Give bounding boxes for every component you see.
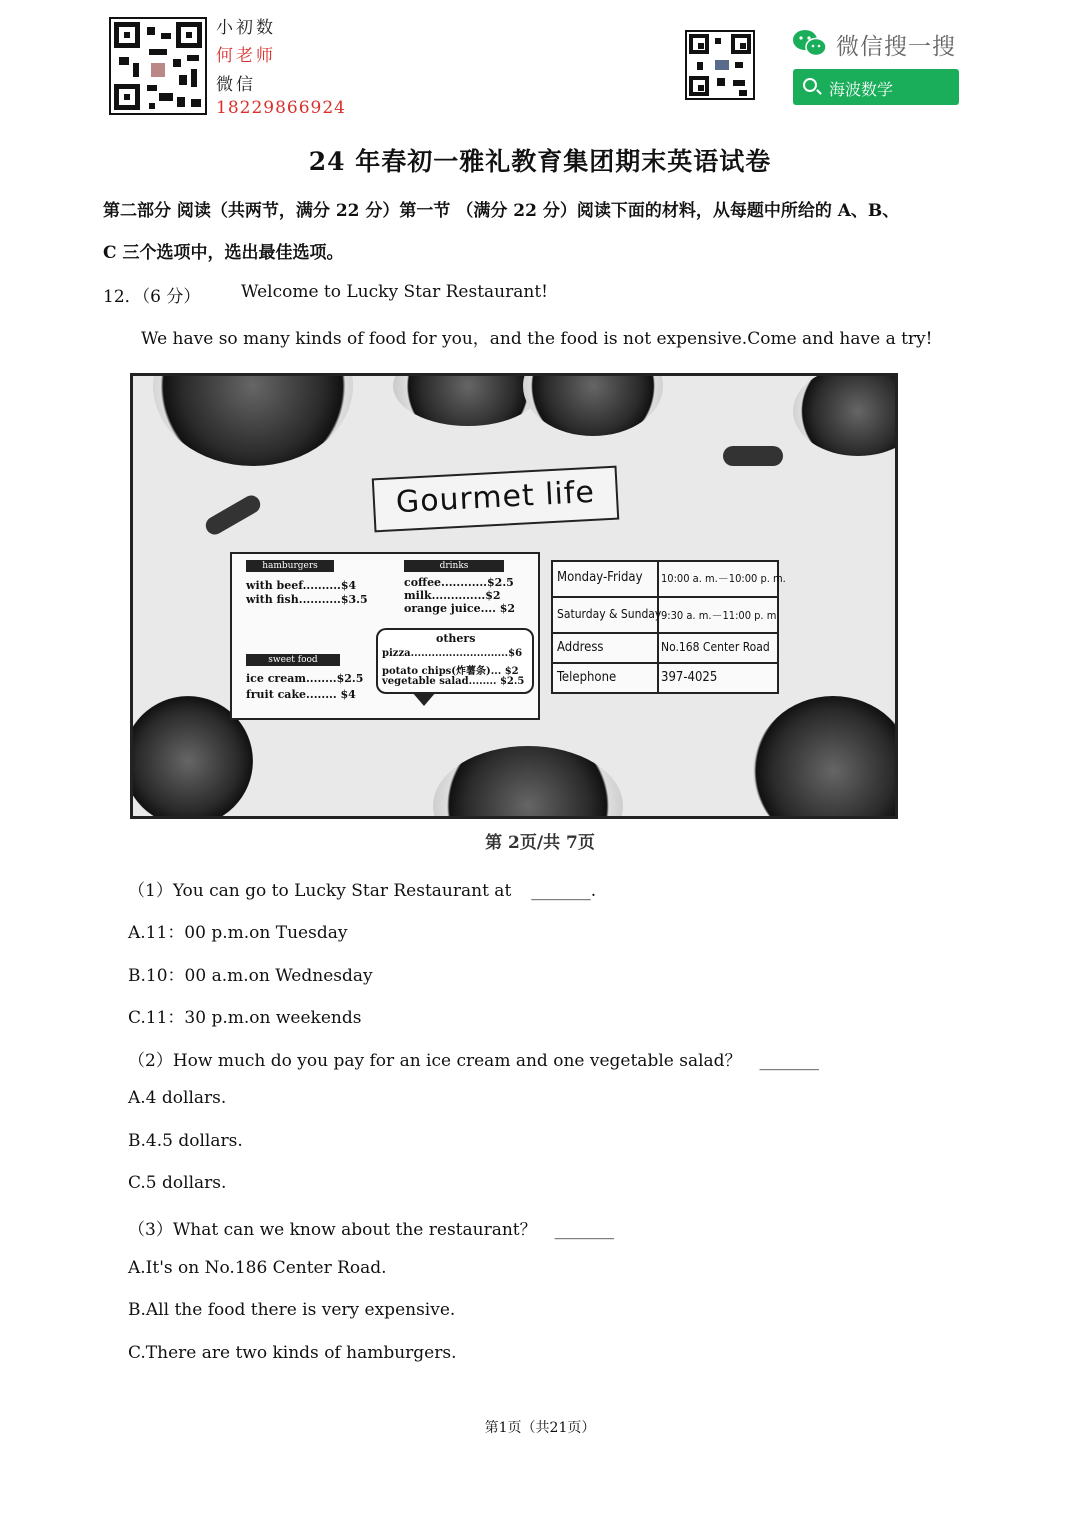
menu-heading: others xyxy=(436,632,476,645)
menu-heading: hamburgers xyxy=(246,560,334,572)
contact-line: 微信 xyxy=(216,75,256,95)
menu-item: with beef..........$4 xyxy=(246,579,357,592)
table-value: 9:30 a. m.－11:00 p. m. xyxy=(661,609,780,622)
question-intro: We have so many kinds of food for you，and the food is not expensive.Come and have a try! xyxy=(141,329,933,349)
food-plate-image xyxy=(433,746,623,819)
subquestion-text: （3）What can we know about the restaurant？ xyxy=(128,1220,537,1240)
contact-line: 小初数 xyxy=(216,18,276,38)
subquestion-stem xyxy=(128,1046,819,1071)
subquestion-stem xyxy=(128,876,596,901)
contact-qr-code xyxy=(109,17,207,115)
food-plate-image xyxy=(203,492,264,538)
menu-item: orange juice.... $2 xyxy=(404,602,516,615)
restaurant-menu-image xyxy=(130,373,898,819)
subquestion-text: （1）You can go to Lucky Star Restaurant at xyxy=(128,881,512,901)
table-value: 10:00 a. m.－10:00 p. m. xyxy=(661,572,786,585)
answer-blank[interactable]: _______ xyxy=(554,1220,615,1240)
wechat-search-text: 微信搜一搜 xyxy=(836,34,956,60)
menu-item: with fish...........$3.5 xyxy=(246,593,368,606)
search-icon xyxy=(803,78,817,92)
table-divider xyxy=(553,596,777,598)
food-plate-image xyxy=(523,373,663,436)
menu-item: ice cream........$2.5 xyxy=(246,672,364,685)
menu-item: vegetable salad........ $2.5 xyxy=(382,676,525,687)
table-value: No.168 Center Road xyxy=(661,640,770,654)
answer-option[interactable]: C.5 dollars. xyxy=(128,1173,227,1193)
food-plate-image xyxy=(393,373,543,426)
banner-text: Gourmet life xyxy=(395,474,596,521)
table-divider xyxy=(657,562,659,692)
table-divider xyxy=(553,662,777,664)
menu-heading: sweet food xyxy=(246,654,340,666)
table-divider xyxy=(553,632,777,634)
food-plate-image xyxy=(753,696,898,819)
answer-blank[interactable]: _______ xyxy=(759,1051,820,1071)
section-instructions-continued: C 三个选项中，选出最佳选项。 xyxy=(103,243,344,263)
answer-option[interactable]: A.It's on No.186 Center Road. xyxy=(128,1258,387,1278)
table-label: Saturday & Sunday xyxy=(557,607,662,621)
menu-poster xyxy=(230,552,540,720)
page-title: 24 年春初一雅礼教育集团期末英语试卷 xyxy=(308,147,772,176)
food-plate-image xyxy=(723,446,783,466)
menu-item: coffee............$2.5 xyxy=(404,576,514,589)
speech-bubble-tail xyxy=(412,692,436,706)
menu-item: pizza............................$6 xyxy=(382,648,523,659)
wechat-logo-icon xyxy=(792,28,828,58)
others-speech-bubble xyxy=(376,628,534,694)
answer-option[interactable]: A.4 dollars. xyxy=(128,1088,227,1108)
answer-blank[interactable]: _______ xyxy=(531,881,591,901)
answer-option[interactable]: C.11：30 p.m.on weekends xyxy=(128,1008,362,1028)
subquestion-end: . xyxy=(590,881,597,901)
contact-line: 何老师 xyxy=(216,46,276,66)
wechat-qr-code xyxy=(685,30,755,100)
search-button[interactable] xyxy=(793,69,959,105)
subquestion-stem xyxy=(128,1215,614,1240)
table-label: Telephone xyxy=(557,670,617,685)
image-page-caption: 第 2页/共 7页 xyxy=(485,833,595,853)
menu-item: potato chips(炸薯条)... $2 xyxy=(382,666,519,677)
table-label: Monday-Friday xyxy=(557,570,643,585)
page-footer: 第1页（共21页） xyxy=(484,1420,596,1436)
hours-info-table xyxy=(551,560,786,694)
answer-option[interactable]: A.11：00 p.m.on Tuesday xyxy=(128,923,348,943)
question-number: 12．（6 分） xyxy=(103,287,201,307)
banner xyxy=(372,466,619,533)
answer-option[interactable]: C.There are two kinds of hamburgers. xyxy=(128,1343,457,1363)
search-button-label: 海波数学 xyxy=(829,80,894,99)
section-instructions: 第二部分 阅读（共两节，满分 22 分）第一节 （满分 22 分）阅读下面的材料，从每题中所给的 A、B、 xyxy=(103,201,900,221)
table-label: Address xyxy=(557,640,604,655)
contact-phone: 18229866924 xyxy=(216,98,346,118)
answer-option[interactable]: B.10：00 a.m.on Wednesday xyxy=(128,966,373,986)
food-plate-image xyxy=(153,373,353,466)
answer-option[interactable]: B.All the food there is very expensive. xyxy=(128,1300,456,1320)
subquestion-text: （2）How much do you pay for an ice cream and one vegetable salad？ xyxy=(128,1051,742,1071)
menu-item: fruit cake........ $4 xyxy=(246,688,356,701)
question-heading: Welcome to Lucky Star Restaurant! xyxy=(241,282,548,302)
menu-item: milk..............$2 xyxy=(404,589,501,602)
answer-option[interactable]: B.4.5 dollars. xyxy=(128,1131,243,1151)
table-value: 397-4025 xyxy=(661,670,718,685)
food-plate-image xyxy=(793,373,898,456)
menu-heading: drinks xyxy=(404,560,504,572)
